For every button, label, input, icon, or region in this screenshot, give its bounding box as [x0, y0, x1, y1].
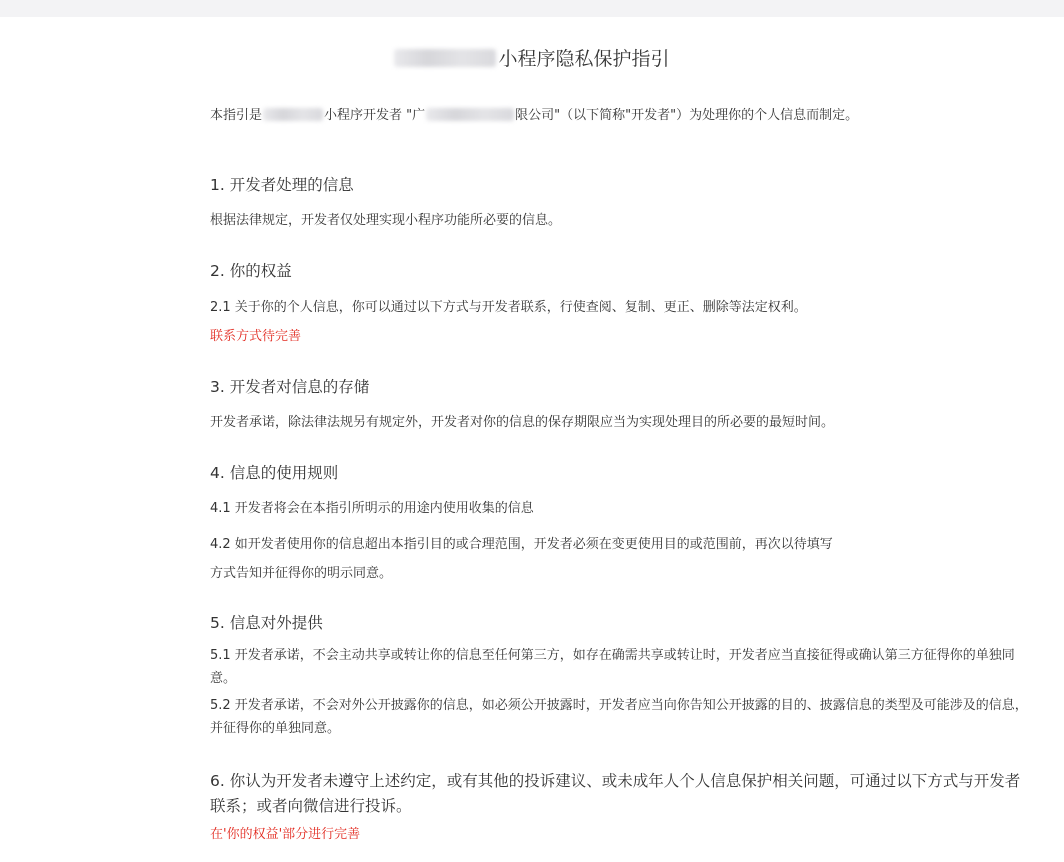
- section-5-item-2: 5.2 开发者承诺，不会对外公开披露你的信息，如必须公开披露时，开发者应当向你告知公开披露的目的、披露信息的类型及可能涉及的信息，并征得你的单独同意。: [210, 698, 1028, 736]
- section-4-item-1: 4.1 开发者将会在本指引所明示的用途内使用收集的信息: [210, 501, 534, 516]
- section-1-body: 根据法律规定，开发者仅处理实现小程序功能所必要的信息。: [210, 213, 562, 228]
- top-bar: [0, 0, 1064, 17]
- section-3-heading: 3. 开发者对信息的存储: [210, 378, 370, 396]
- section-4-item-2-line-2: 方式告知并征得你的明示同意。: [210, 566, 393, 581]
- section-2-item-1: 2.1 关于你的个人信息，你可以通过以下方式与开发者联系，行使查阅、复制、更正、删除等法定权利。: [210, 300, 807, 315]
- section-5-heading: 5. 信息对外提供: [210, 614, 323, 632]
- page-title: [0, 44, 1064, 71]
- intro-text-3: 限公司"（以下简称"开发者"）为处理你的个人信息而制定。: [515, 108, 859, 123]
- section-3-body: 开发者承诺，除法律法规另有规定外，开发者对你的信息的保存期限应当为实现处理目的所必要的最短时间。: [210, 415, 835, 430]
- section-6-heading: 6. 你认为开发者未遵守上述约定，或有其他的投诉建议、或未成年人个人信息保护相关问题，可通过以下方式与开发者联系；或者向微信进行投诉。: [210, 772, 1021, 815]
- section-2-heading: 2. 你的权益: [210, 262, 292, 280]
- section-5-item-1: 5.1 开发者承诺，不会主动共享或转让你的信息至任何第三方，如存在确需共享或转让时，开发者应当直接征得或确认第三方征得你的单独同意。: [210, 648, 1015, 686]
- section-2-note: 联系方式待完善: [210, 329, 302, 344]
- intro-text-2: 小程序开发者 "广: [324, 108, 426, 123]
- section-6-note: 在'你的权益'部分进行完善: [210, 827, 361, 842]
- page-title-text: 小程序隐私保护指引: [498, 48, 670, 70]
- intro-paragraph: [210, 104, 858, 123]
- redacted-app-name-inline: [263, 108, 323, 121]
- intro-text-1: 本指引是: [210, 108, 263, 123]
- redacted-company-name: [426, 108, 514, 121]
- section-1-heading: 1. 开发者处理的信息: [210, 176, 354, 194]
- section-4-heading: 4. 信息的使用规则: [210, 464, 339, 482]
- redacted-app-name: [394, 49, 496, 67]
- section-4-item-2-line-1: 4.2 如开发者使用你的信息超出本指引目的或合理范围，开发者必须在变更使用目的或范围前，再次以待填写: [210, 537, 833, 552]
